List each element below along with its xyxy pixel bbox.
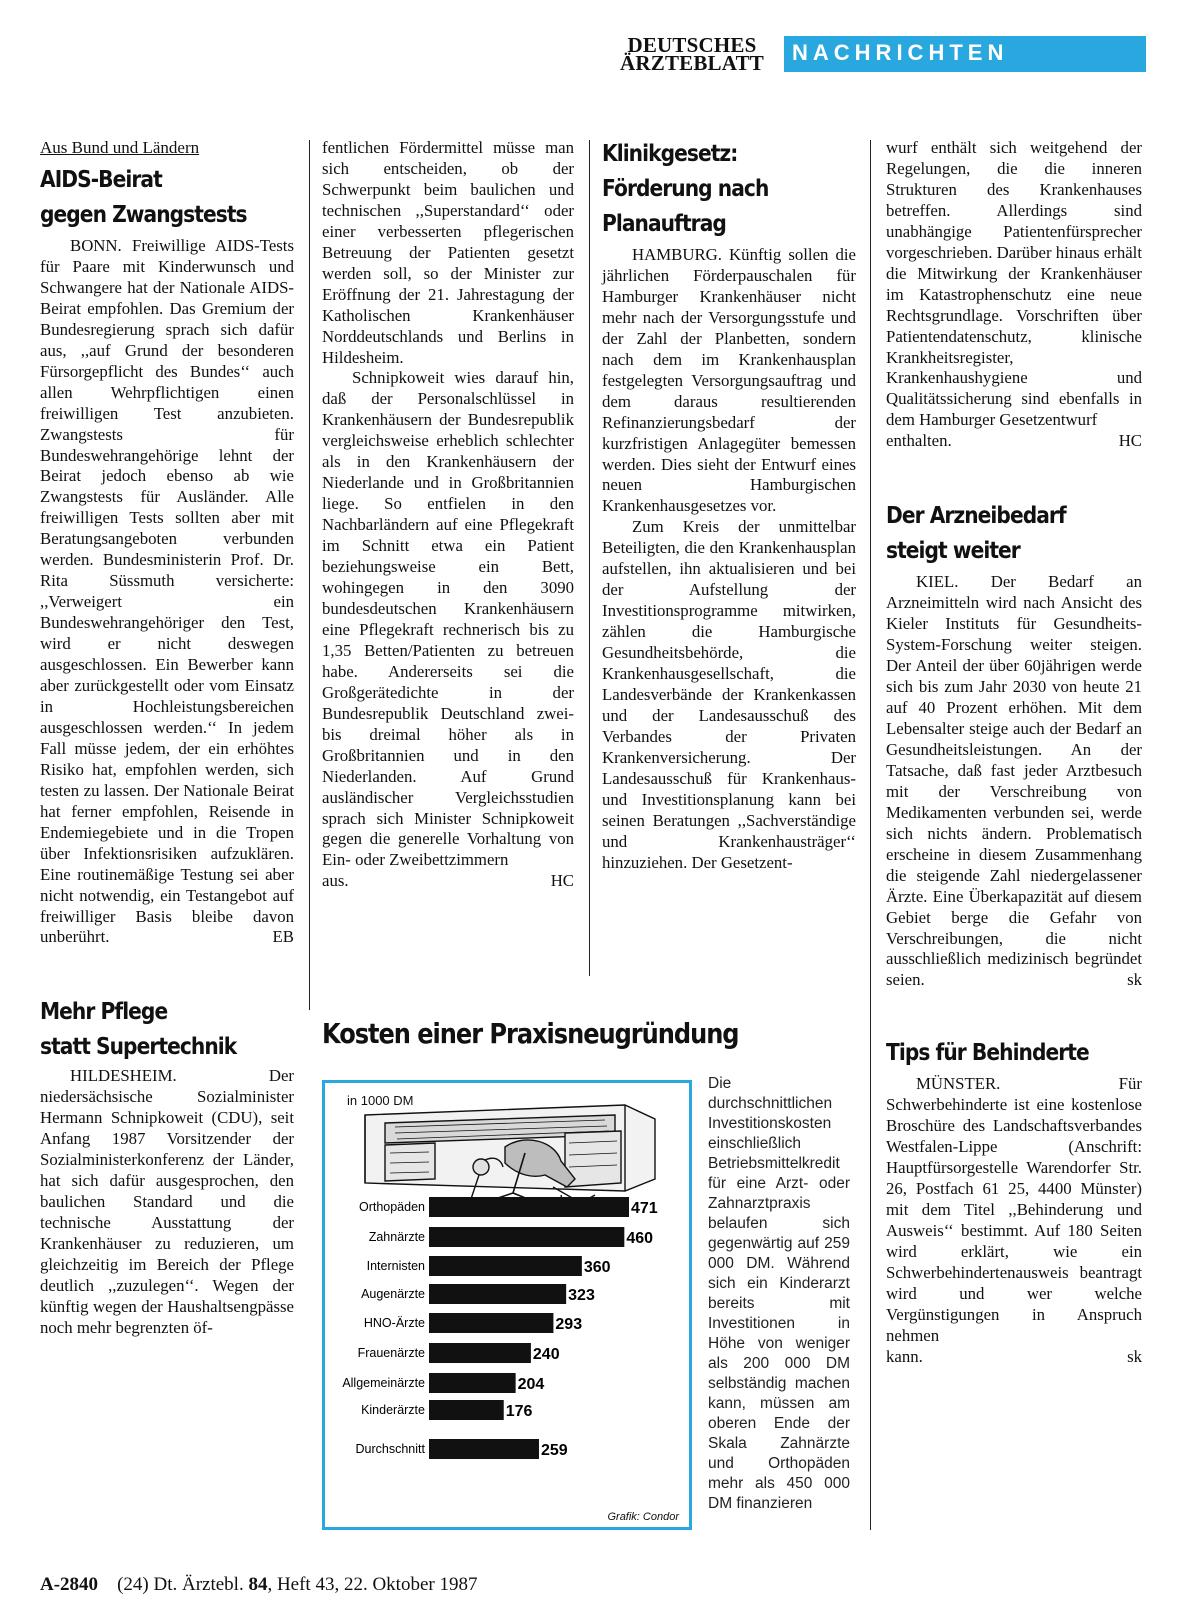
column-rule-2 [589,140,590,976]
chart-credit: Grafik: Condor [607,1511,679,1523]
footer-issue-number: (24) [117,1574,149,1595]
bar-category-label: Augenärzte [361,1287,425,1301]
article-arznei-text: KIEL. Der Bedarf an Arzneimitteln wird nach Ansicht des Kieler Instituts für Gesundheits-System-Forschung weiter steigen. Der Anteil der über 60jährigen werde sich bis zum Jahr 2030 von heute 21 auf 40 Prozent erhöhen. Mit dem Lebensalter steige auch der Bedarf an Gesundheitsleistungen. An der Tatsache, daß fast jeder Arztbesuch mit der Verschreibung von Medikamenten verbunden sei, werde sich nichts ändern. Problematisch erscheine in diesem Zusammenhang die steigende Zahl niedergelassener Ärzte. Eine Überkapazität auf diesem Gebiet berge die Gefahr von Verschreibungen, die nicht ausschließlich medizinisch begründet seien. [886,572,1142,990]
bar-value-label: 471 [631,1200,658,1217]
section-banner: NACHRICHTEN [784,36,1146,72]
footer-volume: 84 [248,1574,268,1595]
article-tips-signature: sk [1127,1346,1142,1366]
article-pflege-paragraph-2: Schnipkoweit wies darauf hin, daß der Personalschlüssel in Krankenhäusern der Bundesrepublik vergleichsweise erheblich schlechter als in den Krankenhäusern der Niederlande und in Großbritannien liege. So entfielen in den Nachbarländern auf eine Pflegekraft im Schnitt etwa ein Patient beziehungsweise ein Bett, wohingegen in den 3090 bundesdeutschen Krankenhäusern eine Pflegekraft rechnerisch bis zu 1,35 Betten/Patienten zu betreuen habe. Andererseits sei die Großgerätedichte in der Bundesrepublik Deutschland zwei- bis dreimal höher als in Großbritannien und in den Niederlanden. Auf Grund ausländischer Vergleichsstudien sprach sich Minister Schnipkoweit gegen die generelle Vorhaltung von Ein- oder Zweibettzimmern [322,368,574,870]
article-klinik-title-line2: Förderung nach [602,174,769,202]
bar-category-label: Orthopäden [358,1200,425,1214]
column-2 [322,138,574,892]
article-tips-end-line [886,1347,1142,1368]
masthead [606,33,778,75]
article-tips-body: MÜNSTER. Für Schwerbehinderte ist eine kostenlose Broschüre des Landschaftsverbandes Westfalen-Lippe (Anschrift: Hauptfürsorgestelle Warendorfer Str. 26, Postfach 61 25, 4400 Münster) mit dem Titel ,,Behinderung und Ausweis‘‘ bestimmt. Auf 180 Seiten wird erklärt, wie ein Schwerbehindertenausweis beantragt wird und wer welche Vergünstigungen in Anspruch nehmen [886,1074,1142,1345]
bar-value-label: 460 [626,1230,654,1247]
article-aids-signature: EB [272,927,294,947]
article-tips-title: Tips für Behinderte [886,1038,1089,1067]
bar-value-label: 323 [568,1287,595,1304]
article-arznei-signature: sk [1127,970,1142,990]
chart-illustration-svg [325,1083,689,1527]
column-rule-3 [870,140,871,1530]
masthead-title-line1: DEUTSCHES [627,33,757,57]
section-kicker: Aus Bund und Ländern [40,138,200,157]
article-arznei-title-line1: Der Arzneibedarf [886,501,1066,530]
bar [429,1400,504,1420]
article-klinik-continued: wurf enthält sich weitgehend der Regelungen, die die inneren Strukturen des Krankenhauses betreffen. Allerdings sind unabhängige Patientenfürsprecher vorgeschrieben. Darüber hinaus erhält die Mitwirkung der Krankenhäuser im Katastrophenschutz eine neue Rechtsgrundlage. Vorschriften über Patientendatenschutz, klinische Krankheitsregister, Krankenhaushygiene und Qualitätssicherung sind ebenfalls in dem Hamburger Gesetzentwurf [886,138,1142,430]
article-klinik-last-word: enthalten. [886,431,952,451]
footer-page-number: A-2840 [40,1574,99,1595]
column-rule-1 [309,140,310,1010]
chart-headline: Kosten einer Praxisneugründung [322,1017,739,1050]
article-klinik-paragraph-2: Zum Kreis der unmittelbar Beteiligten, die den Krankenhausplan aufstellen, ihn aktualisieren und bei der Aufstellung der Investitionsprogramme mitwirken, zählen die Hamburgische Gesundheitsbehörde, die Krankenhausgesellschaft, die Landesverbände der Krankenkassen und der Landesausschuß des Verbandes der Privaten Krankenversicherung. Der Landesausschuß für Krankenhaus- und Investitionsplanung kann bei seinen Beratungen ,,Sachverständige und Krankenhausträger‘‘ hinzuziehen. Der Gesetzent- [602,517,856,872]
article-pflege-title-line2: statt Supertechnik [40,1032,237,1061]
bar [429,1197,629,1217]
article-arznei-body [886,572,1142,991]
article-pflege-end-line [322,871,574,892]
article-pflege-continued: fentlichen Fördermittel müsse man sich entscheiden, ob der Schwerpunkt beim baulichen und technischen ,,Superstandard‘‘ oder einer verbesserten pflegerischen Betreuung der Patienten gesetzt werden soll, so der Minister zur Eröffnung der 21. Jahrestagung der Katholischen Krankenhäuser Norddeutschlands und Berlins in Hildesheim. [322,138,574,367]
article-klinik-body: HAMBURG. Künftig sollen die jährlichen Förderpauschalen für Hamburger Krankenhäuser nicht mehr nach der Versorgungsstufe und der Zahl der Planbetten, sondern nach dem im Krankenhausplan festgelegten Versorgungsauftrag und dem daraus resultierenden Refinanzierungsbedarf der kurzfristigen Anlagegüter bemessen werden. Dies sieht der Entwurf eines neuen Hamburgischen Krankenhausgesetzes vor. [602,245,856,516]
bar [429,1256,582,1276]
article-klinik-title-line3: Planauftrag [602,209,726,237]
article-klinik-signature: HC [1118,431,1142,451]
bar [429,1343,531,1363]
article-aids-body [40,236,294,948]
bar-value-label: 259 [540,1442,568,1459]
bar [429,1439,539,1459]
bar-chart-group [342,1197,657,1459]
article-aids-text: BONN. Freiwillige AIDS-Tests für Paare mit Kinderwunsch und Schwangere hat der Nationale AIDS-Beirat empfohlen. Das Gremium der Bundesregierung sprach sich dafür aus, ,,auf Grund der besonderen Fürsorgepflicht des Bundes‘‘ auch allen Wehrpflichtigen einen freiwilligen Test anzubieten. Zwangstests für Bundeswehrangehörige lehnt der Beirat jedoch ebenso ab wie Zwangstests für Ausländer. Alle freiwilligen Tests sollten aber mit Beratungsangeboten verbunden werden. Bundesministerin Prof. Dr. Rita Süssmuth versicherte: ,,Verweigert ein Bundeswehrangehöriger den Test, wird er nicht deswegen ausgeschlossen. Ein Bewerber kann aber zurückgestellt oder vom Einsatz in Hochleistungsbereichen ausgeschlossen werden.‘‘ In jedem Fall müsse jedem, der ein erhöhtes Risiko hat, empfohlen werden, sich testen zu lassen. Der Nationale Beirat hat ferner empfohlen, Reisende in Endemiegebiete und in die Tropen über Infektionsrisiken aufzuklären. Eine routinemäßige Testung sei aber nicht notwendig, ein Testangebot auf freiwilliger Basis bleibe davon unberührt. [40,236,294,947]
bar-category-label: Zahnärzte [368,1230,425,1244]
bar-category-label: Internisten [366,1259,425,1273]
chart-box [322,1080,692,1530]
bar-value-label: 293 [555,1316,583,1333]
masthead-title-line2: ÄRZTEBLATT [620,51,764,75]
article-klinik-end-line [886,431,1142,452]
footer-issue-date: , Heft 43, 22. Oktober 1987 [267,1574,478,1595]
article-pflege-title-line1: Mehr Pflege [40,997,168,1026]
article-pflege-body: HILDESHEIM. Der niedersächsische Sozialminister Hermann Schnipkoweit (CDU), seit Anfang 1987 Vorsitzender der Sozialministerkonferenz der Länder, hat sich dafür ausgesprochen, den baulichen Standard und die technische Ausstattung der Krankenhäuser zu reduzieren, um gleichzeitig im Bereich der Pflege deutlich ,,zuzulegen‘‘. Wegen der künftig wegen der Haushaltsengpässe noch mehr begrenzten öf- [40,1066,294,1337]
article-pflege-signature: HC [550,871,574,891]
article-arznei-title-line2: steigt weiter [886,536,1020,565]
column-1 [40,138,294,1339]
column-4 [886,138,1142,1368]
bar-value-label: 360 [583,1259,611,1276]
bar [429,1227,624,1247]
bar-value-label: 176 [505,1403,533,1420]
article-pflege-last-word: aus. [322,871,349,891]
bar-category-label: Kinderärzte [361,1403,425,1417]
article-aids-title-line2: gegen Zwangstests [40,200,247,228]
bar-value-label: 240 [532,1346,560,1363]
article-klinik-title-line1: Klinikgesetz: [602,139,738,167]
article-aids-title-line1: AIDS-Beirat [40,165,162,193]
bar [429,1373,516,1393]
bar-category-label: Allgemeinärzte [342,1376,425,1390]
article-tips-last-word: kann. [886,1346,923,1366]
bar-category-label: HNO-Ärzte [363,1316,425,1330]
bar [429,1284,566,1304]
column-3 [602,138,856,874]
footer-journal: Dt. Ärztebl. [153,1574,244,1595]
chart-unit-label: in 1000 DM [347,1093,414,1108]
chart-caption: Die durchschnittlichen Investitionskosten einschließlich Betriebsmittelkredit für eine Arzt- oder Zahnarztpraxis belaufen sich gegenwärtig auf 259 000 DM. Während sich ein Kinderarzt bereits mit Investitionen in Höhe von weniger als 200 000 DM selbständig machen kann, müssen am oberen Ende der Skala Zahnärzte und Orthopäden mehr als 450 000 DM finanzieren [708,1075,850,1512]
dental-chair-illustration-icon [365,1105,655,1213]
bar-category-label: Durchschnitt [355,1442,425,1456]
bar-value-label: 204 [517,1376,545,1393]
bar-category-label: Frauenärzte [357,1346,425,1360]
bar [429,1313,553,1333]
page-footer [40,1574,477,1596]
